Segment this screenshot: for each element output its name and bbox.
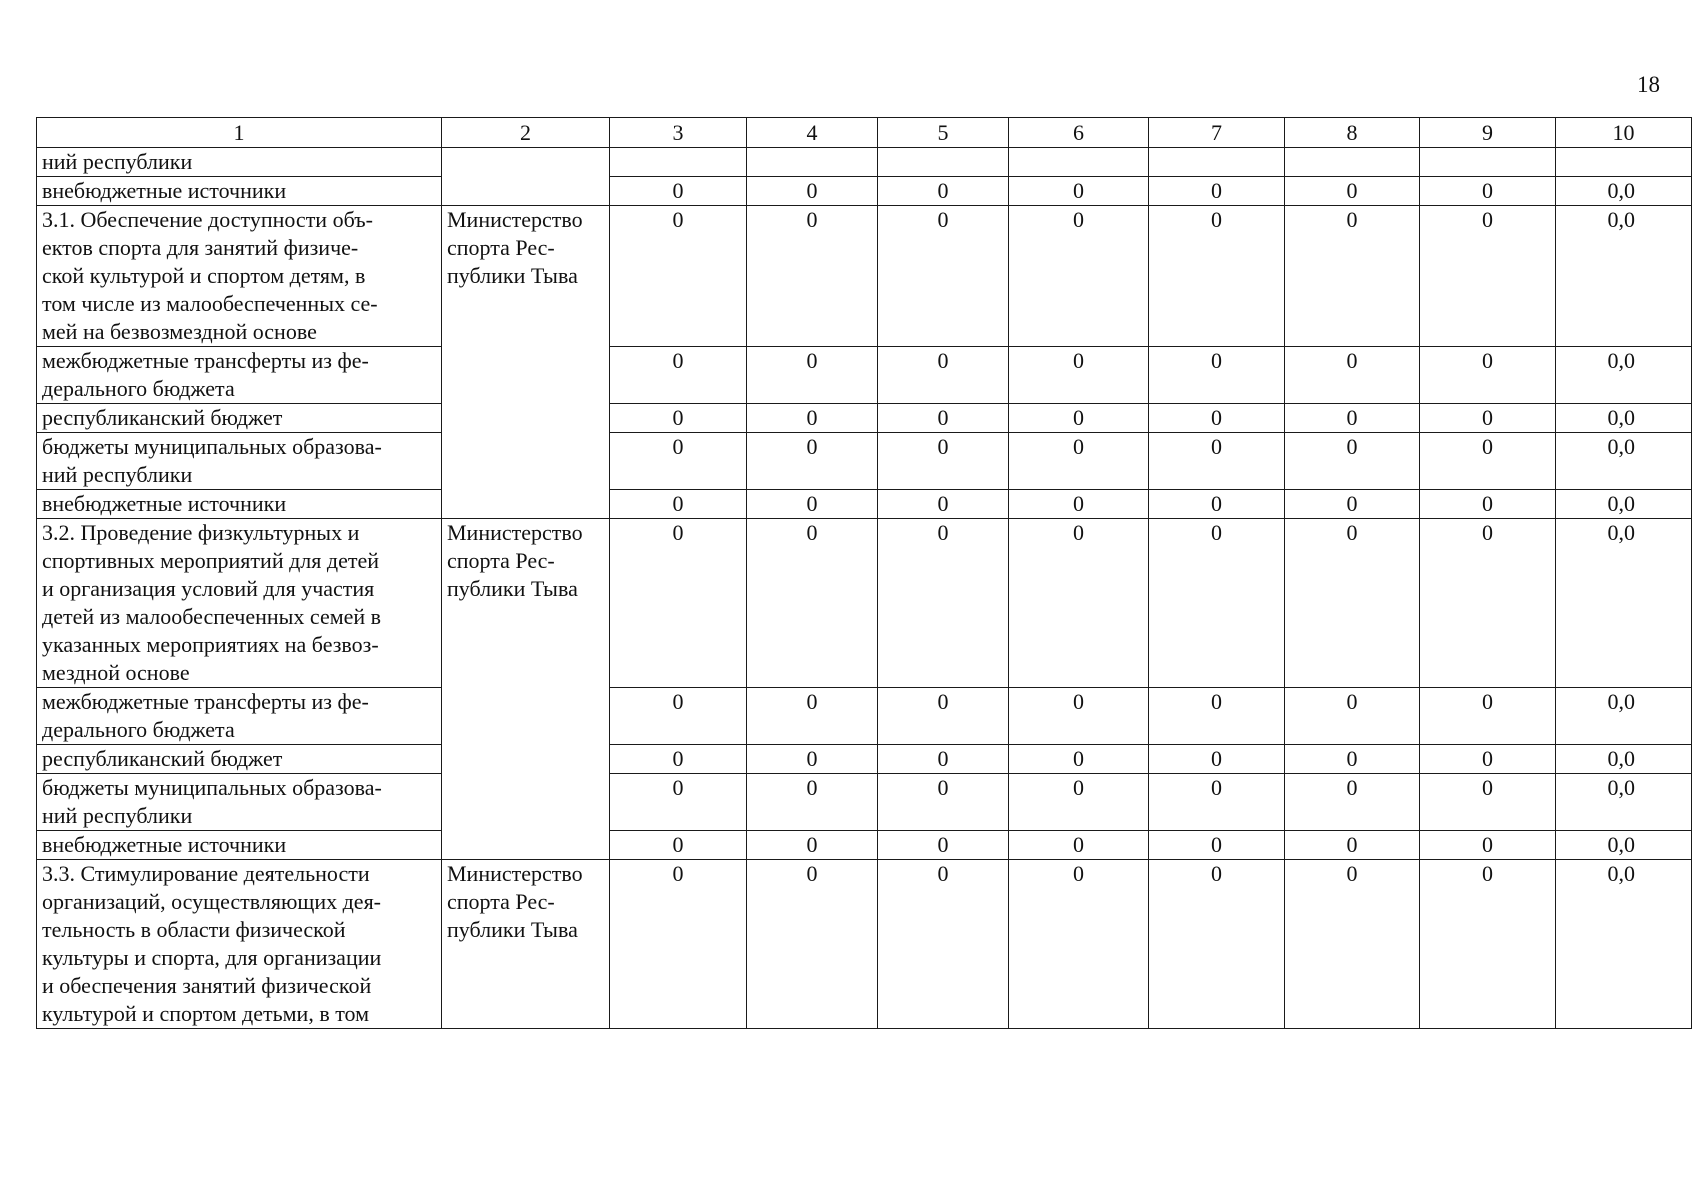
value-cell — [1009, 148, 1149, 177]
table-row — [37, 831, 1692, 860]
value-cell: 0 — [878, 688, 1009, 745]
value-cell: 0 — [1285, 347, 1420, 404]
column-header: 8 — [1285, 118, 1420, 148]
column-header: 10 — [1556, 118, 1692, 148]
value-cell: 0 — [1149, 519, 1285, 688]
row-label: внебюджетные источники — [37, 177, 442, 206]
value-cell: 0 — [1009, 774, 1149, 831]
value-cell: 0 — [1285, 490, 1420, 519]
value-cell: 0 — [1420, 831, 1556, 860]
row-label: ний республики — [37, 148, 442, 177]
value-cell: 0 — [610, 433, 747, 490]
value-cell: 0 — [610, 774, 747, 831]
row-label: республиканский бюджет — [37, 745, 442, 774]
value-cell: 0,0 — [1556, 688, 1692, 745]
value-cell: 0 — [1420, 745, 1556, 774]
value-cell: 0 — [1285, 433, 1420, 490]
row-label: бюджеты муниципальных образова- ний республики — [37, 433, 442, 490]
value-cell: 0 — [1149, 774, 1285, 831]
value-cell: 0 — [1420, 347, 1556, 404]
value-cell: 0 — [1285, 404, 1420, 433]
value-cell — [610, 148, 747, 177]
value-cell: 0 — [878, 206, 1009, 347]
value-cell: 0 — [747, 688, 878, 745]
value-cell: 0 — [1420, 404, 1556, 433]
value-cell — [747, 148, 878, 177]
value-cell: 0 — [1009, 433, 1149, 490]
value-cell: 0 — [610, 831, 747, 860]
page-number: 18 — [1637, 72, 1660, 97]
value-cell: 0 — [1285, 831, 1420, 860]
value-cell: 0 — [1009, 490, 1149, 519]
value-cell: 0 — [610, 347, 747, 404]
value-cell: 0 — [1285, 177, 1420, 206]
value-cell: 0 — [747, 831, 878, 860]
value-cell: 0 — [1149, 490, 1285, 519]
value-cell: 0 — [747, 490, 878, 519]
value-cell: 0,0 — [1556, 490, 1692, 519]
value-cell: 0 — [1420, 433, 1556, 490]
table-row — [37, 745, 1692, 774]
row-label: республиканский бюджет — [37, 404, 442, 433]
table-row — [37, 688, 1692, 745]
value-cell: 0 — [1009, 688, 1149, 745]
value-cell: 0 — [747, 774, 878, 831]
value-cell: 0,0 — [1556, 860, 1692, 1029]
row-label: 3.1. Обеспечение доступности объ- ектов спорта для занятий физиче- ской культурой и спортом детям, в том числе из малообеспеченных се- мей на безвозмездной основе — [37, 206, 442, 347]
value-cell: 0 — [1285, 688, 1420, 745]
column-header: 2 — [442, 118, 610, 148]
row-label: 3.3. Стимулирование деятельности организаций, осуществляющих дея- тельность в области физической культуры и спорта, для организации и обеспечения занятий физической культурой и спортом детьми, в том — [37, 860, 442, 1029]
value-cell: 0,0 — [1556, 433, 1692, 490]
responsible-cell — [442, 148, 610, 206]
column-header: 5 — [878, 118, 1009, 148]
value-cell — [1420, 148, 1556, 177]
value-cell: 0 — [1149, 347, 1285, 404]
value-cell: 0 — [610, 490, 747, 519]
row-label: внебюджетные источники — [37, 490, 442, 519]
table-row — [37, 433, 1692, 490]
value-cell: 0 — [878, 831, 1009, 860]
value-cell: 0 — [1009, 206, 1149, 347]
row-label: внебюджетные источники — [37, 831, 442, 860]
table-row — [37, 774, 1692, 831]
value-cell: 0 — [747, 745, 878, 774]
table-row — [37, 404, 1692, 433]
value-cell: 0 — [610, 745, 747, 774]
value-cell: 0 — [610, 860, 747, 1029]
value-cell: 0 — [1009, 347, 1149, 404]
value-cell: 0 — [1149, 688, 1285, 745]
value-cell: 0 — [1285, 774, 1420, 831]
value-cell: 0 — [1420, 490, 1556, 519]
value-cell: 0 — [1009, 831, 1149, 860]
row-label: межбюджетные трансферты из фе- дерального бюджета — [37, 347, 442, 404]
value-cell: 0 — [1285, 860, 1420, 1029]
value-cell: 0 — [1009, 860, 1149, 1029]
value-cell: 0 — [1149, 404, 1285, 433]
value-cell: 0 — [1149, 745, 1285, 774]
table-row — [37, 148, 1692, 177]
value-cell: 0 — [1420, 688, 1556, 745]
budget-table — [36, 117, 1692, 1029]
value-cell: 0 — [747, 433, 878, 490]
column-header: 9 — [1420, 118, 1556, 148]
value-cell: 0,0 — [1556, 745, 1692, 774]
table-row — [37, 519, 1692, 688]
value-cell — [1556, 148, 1692, 177]
value-cell: 0 — [1420, 860, 1556, 1029]
value-cell: 0 — [747, 519, 878, 688]
table-row — [37, 177, 1692, 206]
value-cell: 0,0 — [1556, 774, 1692, 831]
value-cell: 0 — [878, 745, 1009, 774]
value-cell: 0 — [1149, 433, 1285, 490]
value-cell — [1285, 148, 1420, 177]
row-label: бюджеты муниципальных образова- ний республики — [37, 774, 442, 831]
value-cell: 0 — [878, 774, 1009, 831]
column-header: 7 — [1149, 118, 1285, 148]
value-cell: 0 — [1009, 745, 1149, 774]
value-cell — [878, 148, 1009, 177]
value-cell: 0 — [1009, 177, 1149, 206]
value-cell: 0 — [610, 519, 747, 688]
row-label: 3.2. Проведение физкультурных и спортивных мероприятий для детей и организация условий для участия детей из малообеспеченных семей в указанных мероприятиях на безвоз- мездной основе — [37, 519, 442, 688]
value-cell: 0,0 — [1556, 177, 1692, 206]
value-cell: 0 — [1420, 519, 1556, 688]
value-cell: 0 — [610, 206, 747, 347]
value-cell: 0 — [1285, 519, 1420, 688]
value-cell: 0 — [1420, 177, 1556, 206]
value-cell: 0,0 — [1556, 831, 1692, 860]
value-cell: 0 — [747, 347, 878, 404]
value-cell: 0 — [1009, 519, 1149, 688]
table-row — [37, 860, 1692, 1029]
value-cell: 0 — [610, 177, 747, 206]
table-row — [37, 206, 1692, 347]
value-cell: 0 — [747, 177, 878, 206]
value-cell: 0 — [610, 688, 747, 745]
value-cell: 0 — [878, 860, 1009, 1029]
value-cell: 0 — [878, 490, 1009, 519]
column-header: 1 — [37, 118, 442, 148]
value-cell: 0 — [1420, 206, 1556, 347]
table-row — [37, 347, 1692, 404]
value-cell: 0 — [878, 177, 1009, 206]
table-row — [37, 490, 1692, 519]
value-cell: 0 — [1420, 774, 1556, 831]
value-cell: 0 — [1149, 206, 1285, 347]
value-cell: 0 — [878, 519, 1009, 688]
responsible-cell: Министерство спорта Рес- публики Тыва — [442, 860, 610, 1029]
column-header: 6 — [1009, 118, 1149, 148]
column-number-row — [37, 118, 1692, 148]
column-header: 3 — [610, 118, 747, 148]
value-cell: 0 — [1149, 177, 1285, 206]
value-cell: 0,0 — [1556, 404, 1692, 433]
value-cell: 0 — [1285, 745, 1420, 774]
value-cell: 0 — [610, 404, 747, 433]
value-cell: 0,0 — [1556, 206, 1692, 347]
value-cell: 0 — [1149, 831, 1285, 860]
responsible-cell: Министерство спорта Рес- публики Тыва — [442, 519, 610, 860]
value-cell: 0 — [1009, 404, 1149, 433]
row-label: межбюджетные трансферты из фе- дерального бюджета — [37, 688, 442, 745]
value-cell: 0 — [747, 860, 878, 1029]
value-cell: 0 — [878, 433, 1009, 490]
value-cell: 0,0 — [1556, 347, 1692, 404]
column-header: 4 — [747, 118, 878, 148]
value-cell: 0 — [1285, 206, 1420, 347]
value-cell: 0 — [1149, 860, 1285, 1029]
value-cell: 0 — [747, 404, 878, 433]
value-cell: 0 — [878, 347, 1009, 404]
value-cell: 0 — [747, 206, 878, 347]
value-cell: 0,0 — [1556, 519, 1692, 688]
responsible-cell: Министерство спорта Рес- публики Тыва — [442, 206, 610, 519]
value-cell — [1149, 148, 1285, 177]
value-cell: 0 — [878, 404, 1009, 433]
